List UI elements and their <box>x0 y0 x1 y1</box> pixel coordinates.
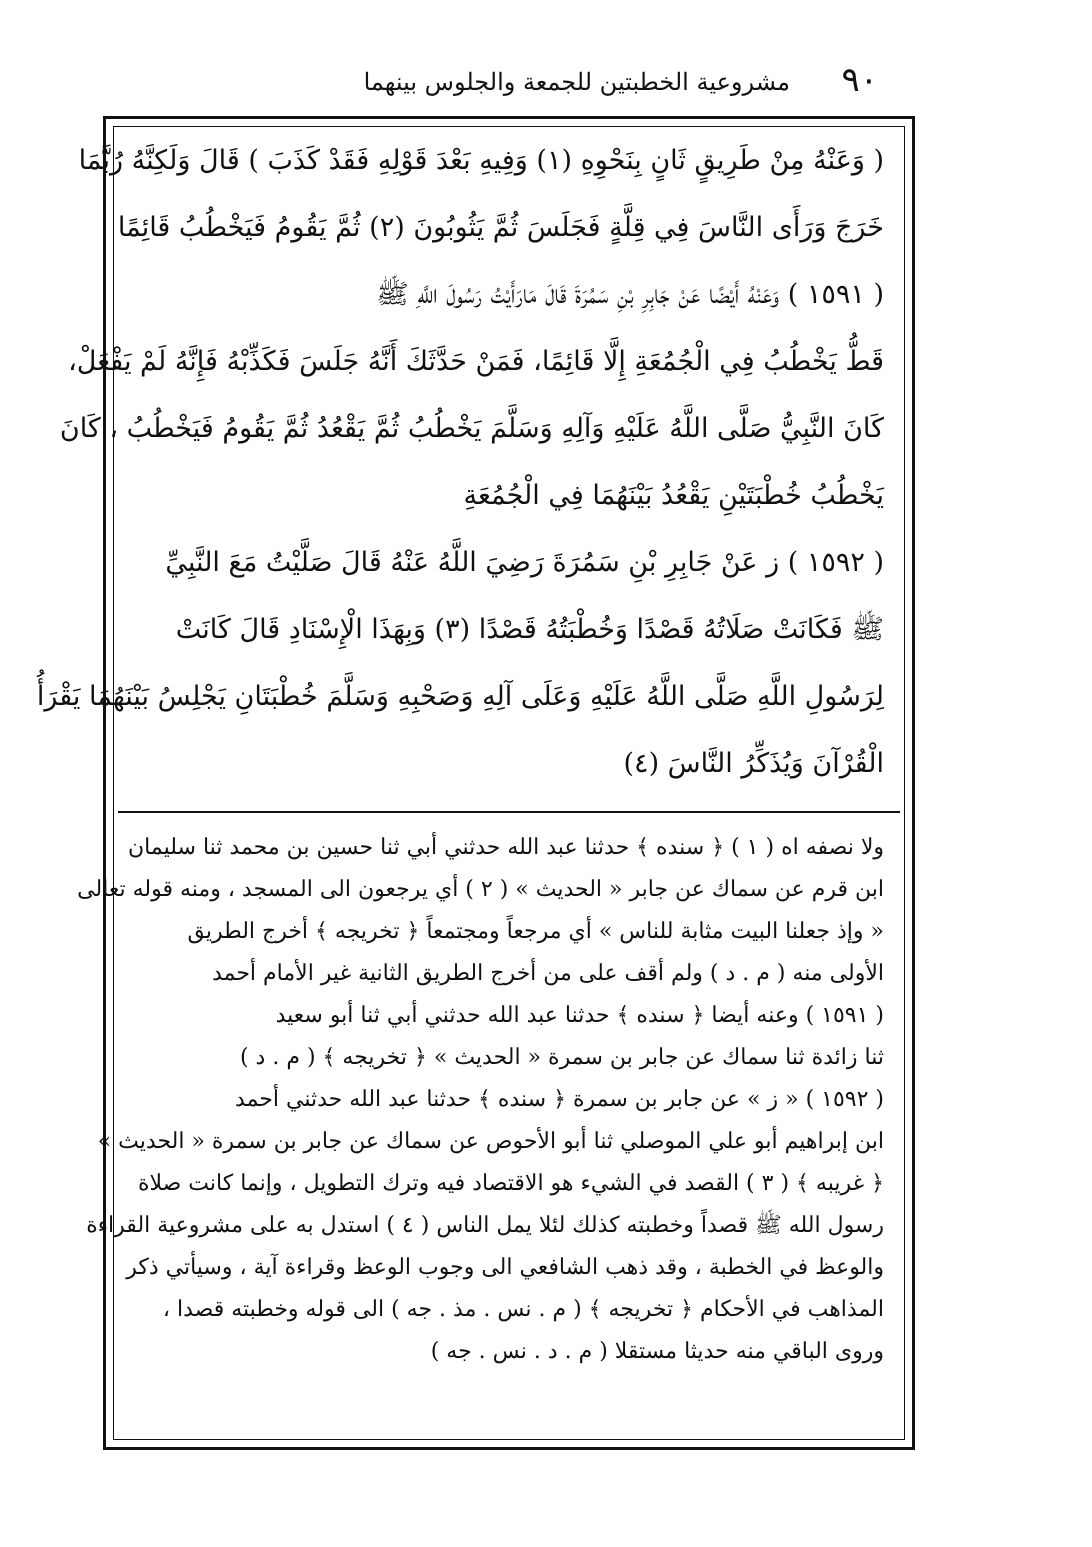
footnote-line: ابن إبراهيم أبو علي الموصلي ثنا أبو الأحوص عن سماك عن جابر بن سمرة « الحديث » <box>97 1129 884 1154</box>
footnotes <box>77 827 884 1373</box>
footnote-line: ( ١٥٩٢ ) « ز » عن جابر بن سمرة ﴿ سنده ﴾ حدثنا عبد الله حدثني أحمد <box>235 1087 884 1112</box>
footnote-line: ثنا زائدة ثنا سماك عن جابر بن سمرة « الحديث » ﴿ تخريجه ﴾ ( م . د ) <box>239 1045 884 1070</box>
footnote-line: الأولى منه ( م . د ) ولم أقف على من أخرج الطريق الثانية غير الأمام أحمد <box>212 961 884 986</box>
footnote-line: ( ١٥٩١ ) وعنه أيضا ﴿ سنده ﴾ حدثنا عبد الله حدثني أبي ثنا أبو سعيد <box>275 1003 884 1028</box>
footnote-line: « وإذ جعلنا البيت مثابة للناس » أي مرجعاً ومجتمعاً ﴿ تخريجه ﴾ أخرج الطريق <box>187 919 884 944</box>
main-text-line: يَخْطُبُ خُطْبَتَيْنِ يَقْعُدُ بَيْنَهُمَا فِي الْجُمُعَةِ <box>463 480 884 511</box>
footnote-divider <box>118 811 900 813</box>
text-frame <box>36 116 915 1450</box>
main-text <box>36 127 884 807</box>
page-header <box>100 58 920 104</box>
footnote-line: وروى الباقي منه حديثا مستقلا ( م . د . نس . جه ) <box>430 1339 884 1364</box>
page-number: ٩٠ <box>841 60 878 100</box>
footnote-line: المذاهب في الأحكام ﴿ تخريجه ﴾ ( م . نس . مذ . جه ) الى قوله وخطبته قصدا ، <box>162 1297 884 1322</box>
main-text-line: كَانَ النَّبِيُّ صَلَّى اللَّهُ عَلَيْهِ وَآلِهِ وَسَلَّمَ يَخْطُبُ ثُمَّ يَقْعُدُ ثُمَّ يَقُومُ فَيَخْطُبُ ، كَانَ <box>59 413 884 444</box>
main-text-line: ﷺ فَكَانَتْ صَلَاتُهُ قَصْدًا وَخُطْبَتُهُ قَصْدًا (٣) وَبِهَذَا الْإِسْنَادِ قَالَ كَانَتْ <box>175 614 884 645</box>
footnote-line: والوعظ في الخطبة ، وقد ذهب الشافعي الى وجوب الوعظ وقراءة آية ، وسيأتي ذكر <box>126 1255 884 1280</box>
footnote-line: ولا نصفه اه ( ١ ) ﴿ سنده ﴾ حدثنا عبد الله حدثني أبي ثنا حسين بن محمد ثنا سليمان <box>128 835 884 860</box>
main-text-line: خَرَجَ وَرَأَى النَّاسَ فِي قِلَّةٍ فَجَلَسَ ثُمَّ يَثُوبُونَ (٢) ثُمَّ يَقُومُ فَيَخْطُبُ قَائِمًا <box>117 212 884 243</box>
main-text-line: ( ١٥٩١ ) وَعَنْهُ أَيْضًا عَنْ جَابِرِ بْنِ سَمُرَةَ قَالَ مَارَأَيْتُ رَسُولَ اللَّهِ ﷺ <box>376 279 884 310</box>
footnote-line: ابن قرم عن سماك عن جابر « الحديث » ( ٢ ) أي يرجعون الى المسجد ، ومنه قوله تعالى <box>77 877 884 902</box>
main-text-line: لِرَسُولِ اللَّهِ صَلَّى اللَّهُ عَلَيْهِ وَعَلَى آلِهِ وَصَحْبِهِ وَسَلَّمَ خُطْبَتَانِ يَجْلِسُ بَيْنَهُمَا يَقْرَأُ <box>36 681 884 712</box>
main-text-line: ( ١٥٩٢ ) ز عَنْ جَابِرِ بْنِ سَمُرَةَ رَضِيَ اللَّهُ عَنْهُ قَالَ صَلَّيْتُ مَعَ النَّبِيِّ <box>165 547 884 578</box>
running-title: مشروعية الخطبتين للجمعة والجلوس بينهما <box>363 68 790 96</box>
footnote-line: ﴿ غريبه ﴾ ( ٣ ) القصد في الشيء هو الاقتصاد فيه وترك التطويل ، وإنما كانت صلاة <box>137 1171 884 1196</box>
footnote-line: رسول الله ﷺ قصداً وخطبته كذلك لئلا يمل الناس ( ٤ ) استدل به على مشروعية القراءة <box>86 1213 884 1238</box>
main-text-line: الْقُرْآنَ وَيُذَكِّرُ النَّاسَ (٤) <box>623 748 884 779</box>
main-text-line: ( وَعَنْهُ مِنْ طَرِيقٍ ثَانٍ بِنَحْوِهِ (١) وَفِيهِ بَعْدَ قَوْلِهِ فَقَدْ كَذَبَ ) قَالَ وَلَكِنَّهُ رُبَّمَا <box>78 145 884 176</box>
main-text-line: قَطُّ يَخْطُبُ فِي الْجُمُعَةِ إِلَّا قَائِمًا، فَمَنْ حَدَّثَكَ أَنَّهُ جَلَسَ فَكَذِّبْهُ فَإِنَّهُ لَمْ يَفْعَلْ، <box>68 346 884 377</box>
